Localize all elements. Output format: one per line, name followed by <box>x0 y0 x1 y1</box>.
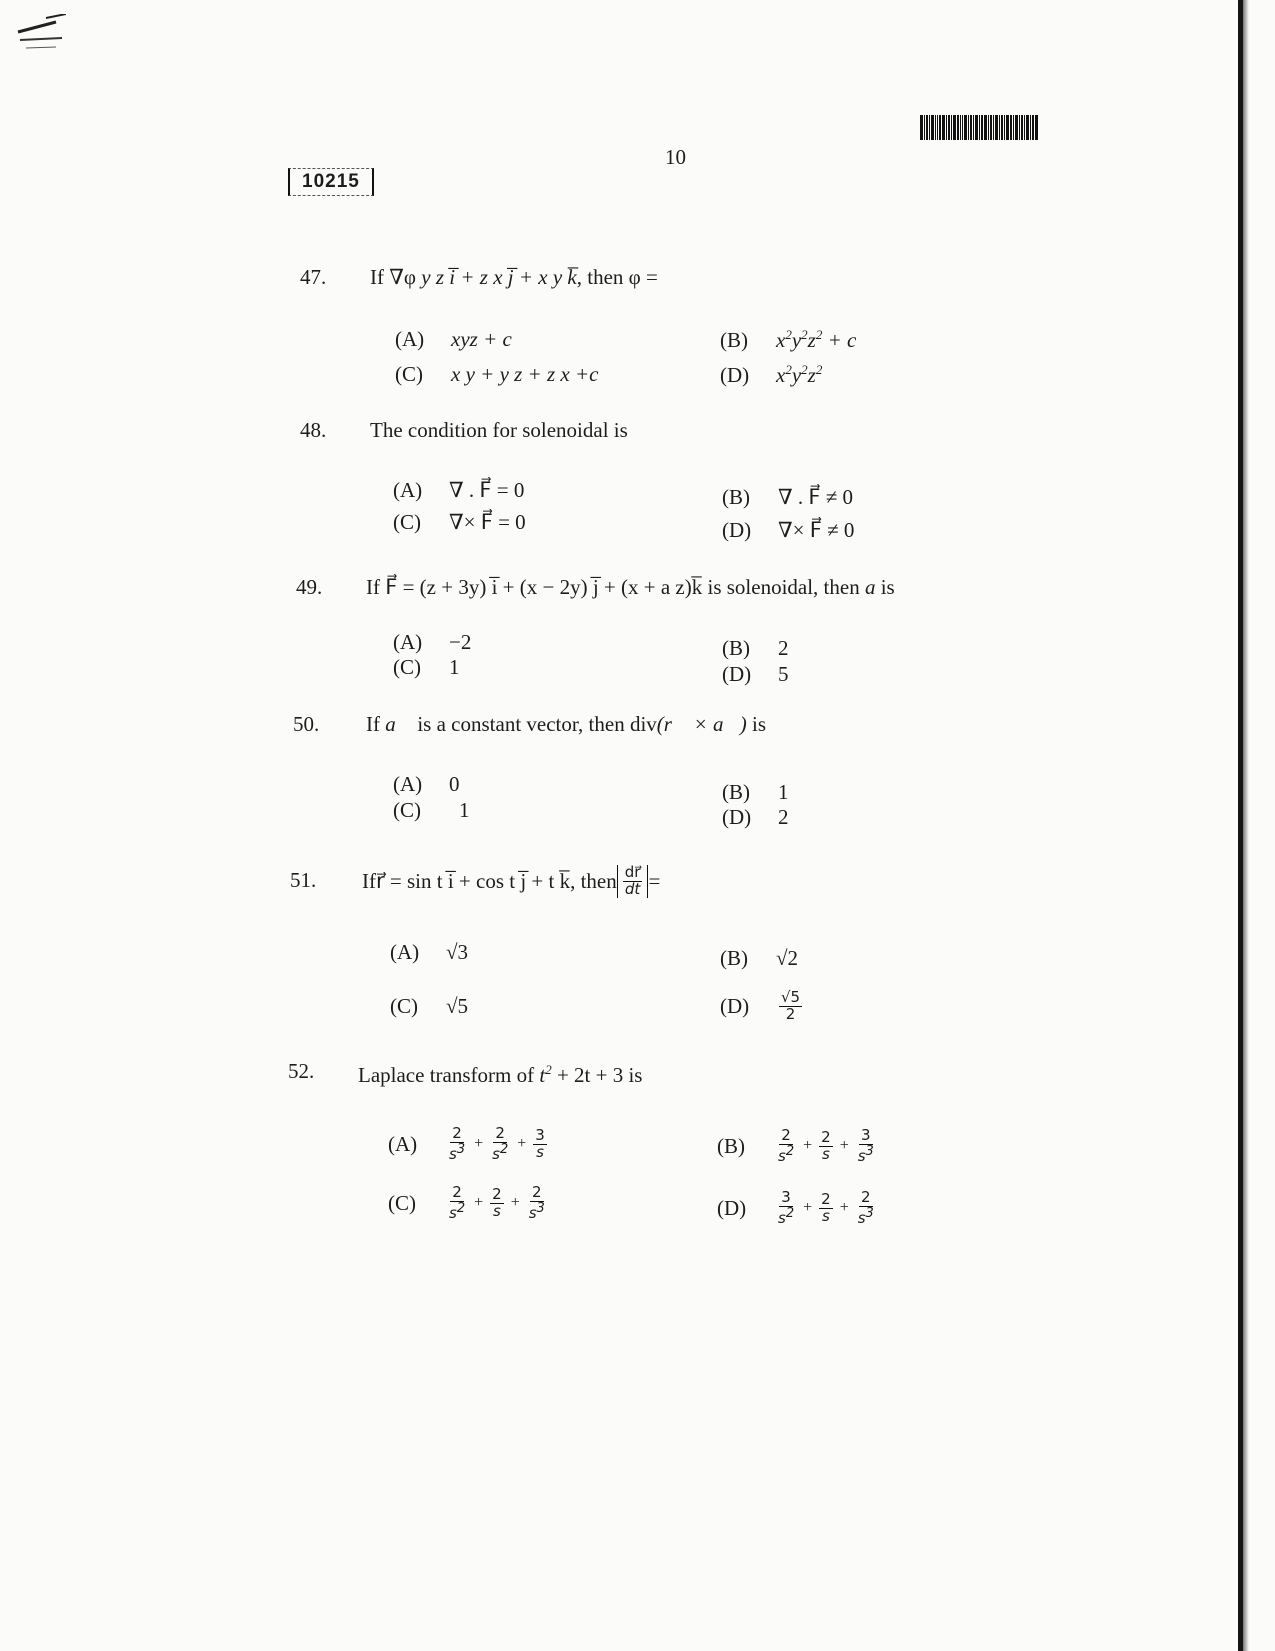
fraction-denominator: $s^2$ <box>449 1200 466 1222</box>
option-value: 0 <box>449 772 460 796</box>
fraction-numerator: 2 <box>861 1188 871 1206</box>
option-label: (A) <box>393 630 423 654</box>
option-b[interactable] <box>720 327 856 353</box>
option-b[interactable] <box>722 636 789 661</box>
fraction <box>819 1130 833 1163</box>
fraction <box>490 1187 504 1220</box>
question-stem: The condition for solenoidal is <box>370 418 628 442</box>
fraction-numerator: 3 <box>535 1126 545 1144</box>
option-label: (C) <box>393 798 421 822</box>
stem-math: F⃗ = (z + 3y) i̅ + (x − 2y) j̅ + (x + a z)k̅ <box>385 575 703 599</box>
stem-text: is a constant vector, then div <box>412 712 657 736</box>
fraction-numerator: 2 <box>532 1183 542 1201</box>
option-label: (A) <box>395 327 425 351</box>
option-label: (B) <box>717 1133 745 1158</box>
fraction-numerator: 2 <box>492 1185 502 1203</box>
stem-var: a <box>864 575 876 599</box>
option-label: (D) <box>720 993 750 1018</box>
fraction-denominator: $s^2$ <box>492 1141 509 1163</box>
option-label: (A) <box>390 940 420 964</box>
plus-sign: + <box>803 1137 813 1155</box>
option-label: (C) <box>393 655 421 679</box>
option-c[interactable] <box>393 798 470 823</box>
option-fraction <box>779 990 802 1023</box>
option-d[interactable] <box>720 362 822 388</box>
fraction <box>447 1126 467 1163</box>
option-a[interactable] <box>388 1126 550 1163</box>
fraction-denominator: dt <box>624 879 641 898</box>
question-stem <box>358 1062 642 1088</box>
fraction <box>533 1128 547 1161</box>
option-value: 2 <box>778 636 789 660</box>
fraction <box>490 1126 510 1163</box>
fraction <box>856 1128 876 1165</box>
scan-mark-icon <box>16 14 66 54</box>
stem-math: y z i̅ + z x j̅ + x y k̅ <box>421 265 577 289</box>
option-label: (A) <box>393 772 423 796</box>
option-a[interactable] <box>393 630 471 655</box>
question-stem <box>370 265 658 290</box>
option-d[interactable] <box>717 1190 879 1227</box>
fraction-numerator: √5 <box>781 988 801 1006</box>
option-label: (B) <box>720 327 748 352</box>
option-value: xyz + c <box>451 327 512 351</box>
option-c[interactable] <box>388 1185 550 1222</box>
option-label: (D) <box>717 1195 747 1220</box>
question-number: 52. <box>288 1059 315 1083</box>
option-c[interactable] <box>393 655 460 680</box>
option-label: (C) <box>388 1190 416 1215</box>
option-value: 1 <box>459 798 470 822</box>
barcode <box>920 115 1060 140</box>
option-value: x y + y z + z x +c <box>451 362 599 386</box>
option-b[interactable] <box>722 485 853 510</box>
plus-sign: + <box>839 1199 849 1217</box>
stem-text: , then <box>570 868 617 893</box>
question-number: 48. <box>300 418 327 442</box>
option-value: 5 <box>778 662 789 686</box>
stem-var: a⃗ <box>385 712 413 736</box>
option-label: (B) <box>722 636 750 660</box>
option-value: ∇ . F⃗ ≠ 0 <box>778 485 854 509</box>
stem-text: = <box>648 868 661 893</box>
plus-sign: + <box>474 1194 484 1212</box>
option-value: 2 <box>778 805 789 829</box>
stem-math: r⃗ = sin t i̅ + cos t j̅ + t k̅ <box>376 868 571 893</box>
fraction-denominator: $s^3$ <box>528 1200 545 1222</box>
stem-text: is <box>746 712 767 736</box>
option-value: 1 <box>449 655 460 679</box>
question-stem <box>362 865 660 898</box>
option-b[interactable] <box>717 1128 879 1165</box>
option-d[interactable] <box>722 518 854 543</box>
scan-edge-shadow <box>1243 0 1249 1651</box>
fraction-denominator: $s^3$ <box>857 1143 874 1165</box>
stem-text: If <box>366 575 386 599</box>
option-value: √3 <box>446 940 469 964</box>
fraction-denominator: s <box>493 1201 501 1220</box>
stem-text: is solenoidal, then <box>702 575 865 599</box>
fraction-denominator: $s^2$ <box>778 1205 795 1227</box>
question-stem <box>366 575 895 600</box>
question-number: 47. <box>300 265 327 289</box>
fraction-numerator: 2 <box>821 1128 831 1146</box>
fraction-denominator: 2 <box>785 1004 796 1023</box>
option-value: −2 <box>449 630 472 654</box>
option-value: $x^2y^2z^2$ <box>776 362 823 387</box>
option-label: (B) <box>722 780 750 804</box>
stem-math: (r⃗ × a⃗) <box>656 712 747 736</box>
fraction-numerator: 2 <box>821 1190 831 1208</box>
option-d[interactable] <box>720 990 805 1023</box>
question-number: 50. <box>293 712 320 736</box>
option-a[interactable] <box>390 940 468 965</box>
option-value: ∇× F⃗ = 0 <box>449 510 526 534</box>
fraction <box>527 1185 547 1222</box>
option-label: (D) <box>722 518 752 542</box>
plus-sign: + <box>474 1135 484 1153</box>
paper-code: 10215 <box>288 168 374 196</box>
stem-text: If <box>366 712 386 736</box>
option-value: √2 <box>776 946 799 970</box>
fraction-numerator: 3 <box>781 1188 791 1206</box>
stem-text: If ∇φ <box>370 265 422 289</box>
fraction-numerator: 2 <box>452 1124 462 1142</box>
question-stem <box>366 712 766 737</box>
stem-text: , then φ = <box>576 265 658 289</box>
fraction-denominator: $s^3$ <box>857 1205 874 1227</box>
scan-edge <box>1238 0 1243 1651</box>
option-d[interactable] <box>722 805 789 830</box>
option-value: ∇× F⃗ ≠ 0 <box>778 518 855 542</box>
stem-text: If <box>362 868 376 893</box>
fraction-denominator: s <box>536 1142 544 1161</box>
option-label: (C) <box>395 362 423 386</box>
option-a[interactable] <box>393 772 460 797</box>
fraction-denominator: s <box>822 1206 830 1225</box>
derivative-fraction <box>623 865 643 898</box>
fraction <box>819 1192 833 1225</box>
option-d[interactable] <box>722 662 789 687</box>
fraction-numerator: dr⃗ <box>624 863 641 881</box>
plus-sign: + <box>803 1199 813 1217</box>
fraction-numerator: 2 <box>781 1126 791 1144</box>
option-label: (B) <box>720 946 748 970</box>
plus-sign: + <box>517 1135 527 1153</box>
stem-math: $t^2$ <box>539 1062 552 1087</box>
abs-bars <box>617 865 649 898</box>
stem-text: is <box>875 575 895 599</box>
page-number: 10 <box>665 145 686 169</box>
option-value: $x^2y^2z^2 + c$ <box>776 327 857 352</box>
question-number: 49. <box>296 575 323 599</box>
option-value: 1 <box>778 780 789 804</box>
fraction-denominator: $s^3$ <box>449 1141 466 1163</box>
stem-text: Laplace transform of <box>358 1063 540 1087</box>
fraction <box>776 1190 796 1227</box>
option-c[interactable] <box>395 362 598 387</box>
fraction <box>447 1185 467 1222</box>
option-label: (D) <box>720 362 750 387</box>
question-number: 51. <box>290 868 317 892</box>
fraction <box>776 1128 796 1165</box>
option-label: (B) <box>722 485 750 509</box>
option-b[interactable] <box>722 780 789 805</box>
option-value: √5 <box>446 994 469 1018</box>
fraction-denominator: $s^2$ <box>778 1143 795 1165</box>
plus-sign: + <box>510 1194 520 1212</box>
option-label: (D) <box>722 662 752 686</box>
option-label: (A) <box>393 478 423 502</box>
stem-text: + 2t + 3 is <box>551 1063 643 1087</box>
option-label: (A) <box>388 1131 418 1156</box>
option-c[interactable] <box>390 994 468 1019</box>
option-c[interactable] <box>393 510 526 535</box>
fraction-numerator: 2 <box>495 1124 505 1142</box>
plus-sign: + <box>839 1137 849 1155</box>
fraction-numerator: 2 <box>452 1183 462 1201</box>
option-a[interactable] <box>395 327 512 352</box>
fraction <box>856 1190 876 1227</box>
fraction-numerator: 3 <box>861 1126 871 1144</box>
option-value: ∇ . F⃗ = 0 <box>449 478 525 502</box>
option-label: (D) <box>722 805 752 829</box>
fraction-denominator: s <box>822 1144 830 1163</box>
option-label: (C) <box>390 994 418 1018</box>
option-a[interactable] <box>393 478 524 503</box>
option-label: (C) <box>393 510 421 534</box>
option-b[interactable] <box>720 946 798 971</box>
